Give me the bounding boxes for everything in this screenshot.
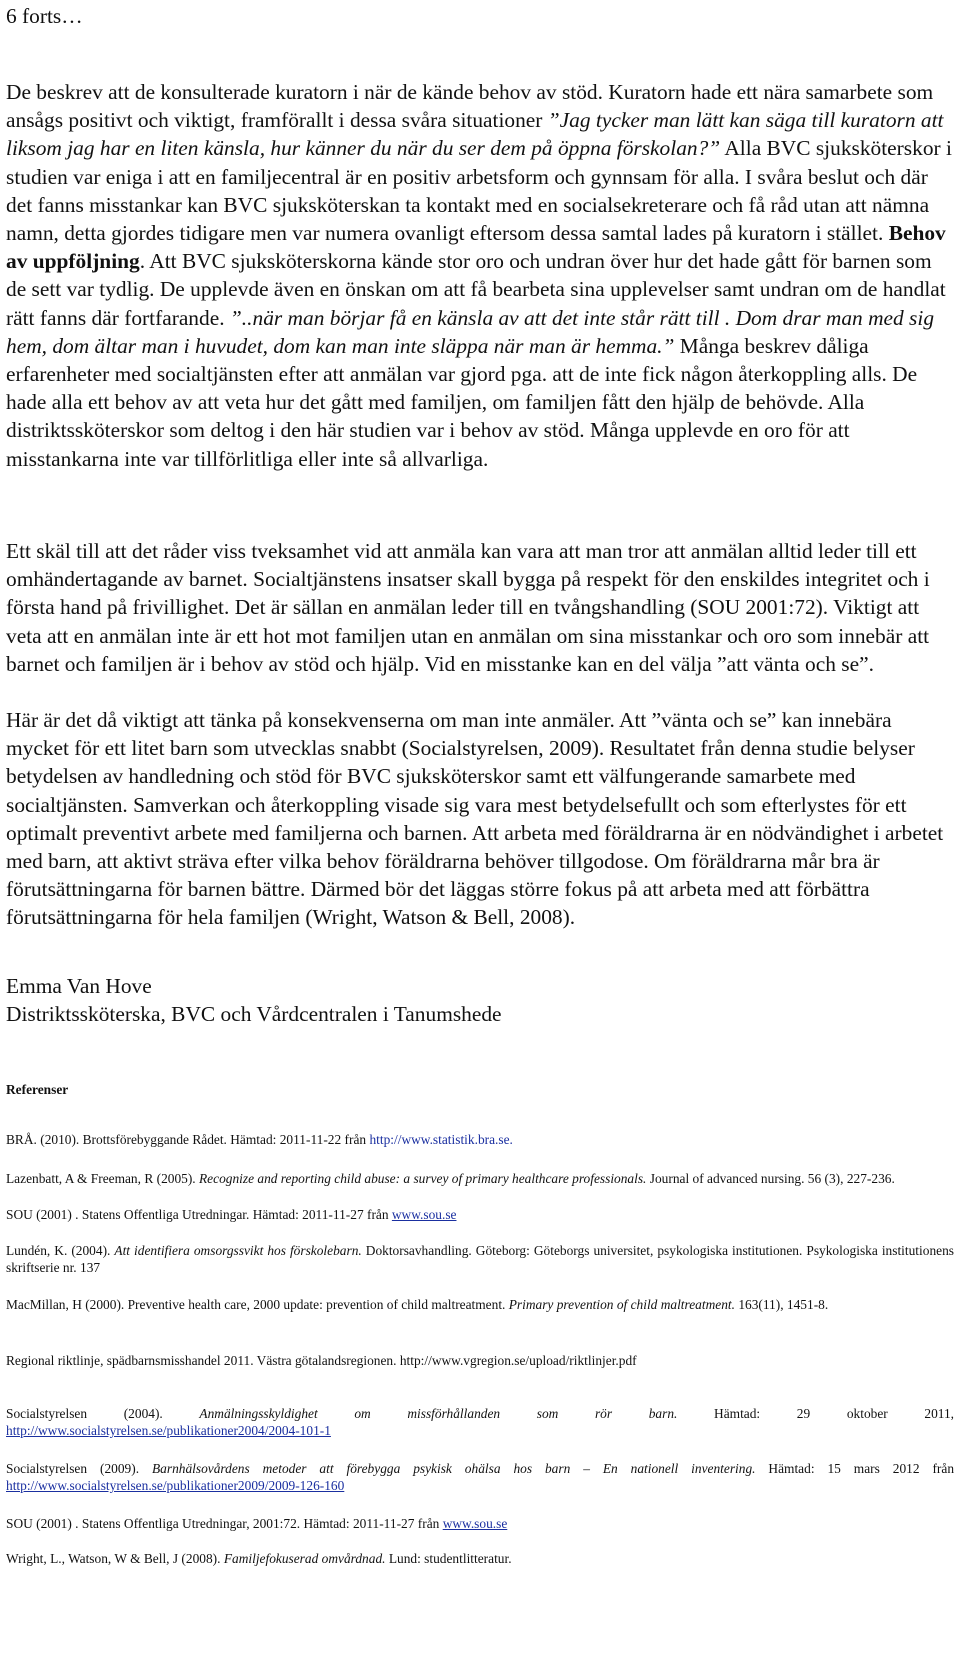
reference-socialstyrelsen-2009-link[interactable]: http://www.socialstyrelsen.se/publikationer2009/2009-126-160 bbox=[6, 1478, 345, 1494]
author-title: Distriktssköterska, BVC och Vårdcentralen i Tanumshede bbox=[6, 1002, 502, 1026]
subheading-behov-av-uppfoljning: Behov av uppföljning bbox=[6, 221, 946, 274]
reference-regional: Regional riktlinje, spädbarnsmisshandel 2011. Västra götalandsregionen. http://www.vgregion.se/upload/riktlinjer.pdf bbox=[6, 1353, 637, 1368]
reference-lunden: Lundén, K. (2004). Att identifiera omsorgssvikt hos förskolebarn. Doktorsavhandling. Göteborg: Göteborgs universitet, psykologiska institutionen. Psykologiska institutionens skriftserie nr. 137 bbox=[6, 1243, 954, 1276]
reference-socialstyrelsen-2004-link[interactable]: http://www.socialstyrelsen.se/publikationer2004/2004-101-1 bbox=[6, 1423, 331, 1439]
reference-socialstyrelsen-2004 bbox=[6, 1405, 954, 1439]
reference-sou-1-link[interactable]: www.sou.se bbox=[391, 1207, 457, 1222]
continuation-heading: 6 forts… bbox=[6, 4, 83, 28]
reference-socialstyrelsen-2009: Socialstyrelsen (2009). Barnhälsovårdens metoder att förebygga psykisk ohälsa hos barn – En nationell inventering. Hämtad: 15 mars 2012 från http://www.socialstyrelsen.se/publikationer2009/2009-126-160 bbox=[6, 1461, 955, 1494]
findings-text-2: Alla BVC sjuksköterskor i studien var eniga i att en familjecentral är en positiv arbetsform och gynnsam för alla. I svåra beslut och där det fanns misstankar kan BVC sjuksköterskan ta kontakt med en socialsekreterare och få råd utan att nämna namn, detta gjordes tidigare men var numera ovanligt eftersom dessa samtal lades på kuratorn i stället. bbox=[6, 136, 952, 246]
reference-lazenbatt: Lazenbatt, A & Freeman, R (2005). Recognize and reporting child abuse: a survey of primary healthcare professionals. Journal of advanced nursing. 56 (3), 227-236. bbox=[6, 1171, 895, 1186]
reference-macmillan: MacMillan, H (2000). Preventive health care, 2000 update: prevention of child maltreatment. Primary prevention of child maltreatment. 163(11), 1451-8. bbox=[6, 1297, 829, 1312]
paragraph-discussion-2: Här är det då viktigt att tänka på konsekvenserna om man inte anmäler. Att ”vänta och se” kan innebära mycket för ett litet barn som utvecklas snabbt (Socialstyrelsen, 2009). Resultatet från denna studie belyser betydelsen av handledning och stöd för BVC sjuksköterskor samt ett välfungerande samarbete med socialtjänsten. Samverkan och återkoppling visade sig vara mest betydelsefullt och som efterlystes för ett optimalt preventivt arbete med familjerna och barnen. Att arbeta med föräldrarna är en nödvändighet i arbetet med barn, att aktivt sträva efter vilka behov föräldrarna behöver tillgodose. Om föräldrarna mår bra är förutsättningarna för barnen bättre. Därmed bör det läggas större fokus på att arbeta med att förbättra förutsättningarna för hela familjen (Wright, Watson & Bell, 2008). bbox=[6, 708, 944, 930]
author-name: Emma Van Hove bbox=[6, 974, 152, 998]
reference-sou-1: SOU (2001) . Statens Offentliga Utredningar. Hämtad: 2011-11-27 från www.sou.se bbox=[6, 1207, 457, 1222]
quote-kansla: ”..när man börjar få en känsla av att det inte står rätt till . Dom drar man med sig hem, dom ältar man i huvudet, dom kan man inte släppa när man är hemma.” bbox=[6, 305, 935, 358]
reference-bra-link[interactable]: http://www.statistik.bra.se. bbox=[369, 1132, 513, 1147]
paragraph-findings bbox=[6, 78, 954, 473]
reference-bra: BRÅ. (2010). Brottsförebyggande Rådet. Hämtad: 2011-11-22 från http://www.statistik.bra.se. bbox=[6, 1132, 513, 1147]
references-heading: Referenser bbox=[6, 1082, 69, 1097]
findings-text-1: De beskrev att de konsulterade kuratorn i när de kände behov av stöd. Kuratorn hade ett nära samarbete som ansågs positivt och viktigt, framförallt i dessa svåra situationer bbox=[6, 80, 934, 133]
reference-socialstyrelsen-2004-line: Socialstyrelsen (2004). Anmälningsskyldighet om missförhållanden som rör barn. Hämtad: 29 oktober 2011, bbox=[6, 1406, 955, 1421]
reference-wright: Wright, L., Watson, W & Bell, J (2008). Familjefokuserad omvårdnad. Lund: studentlitteratur. bbox=[6, 1551, 512, 1566]
findings-text-4: Många beskrev dåliga erfarenheter med socialtjänsten efter att anmälan var gjord pga. att de inte fick någon återkoppling alls. De hade alla ett behov av att veta hur det gått med familjen, om familjen fått den hjälp de behövde. Alla distriktssköterskor som deltog i den här studien var i behov av stöd. Många upplevde en oro för att misstankarna inte var tillförlitliga eller inte så allvarliga. bbox=[6, 333, 918, 471]
reference-sou-2: SOU (2001) . Statens Offentliga Utredningar, 2001:72. Hämtad: 2011-11-27 från www.sou.se bbox=[6, 1516, 508, 1531]
quote-kurator: ”Jag tycker man lätt kan säga till kuratorn att liksom jag har en liten känsla, hur känner du när du ser dem på öppna förskolan?” bbox=[6, 108, 944, 161]
reference-sou-2-link[interactable]: www.sou.se bbox=[442, 1516, 508, 1531]
paragraph-discussion-1: Ett skäl till att det råder viss tveksamhet vid att anmäla kan vara att man tror att anmälan alltid leder till ett omhändertagande av barnet. Socialtjänstens insatser skall bygga på respekt för den enskildes integritet och i första hand på frivillighet. Det är sällan en anmälan leder till en tvångshandling (SOU 2001:72). Viktigt att veta att en anmälan inte är ett hot mot familjen utan en anmälan om sina misstankar och oro som innebär att barnet och familjen är i behov av stöd och hjälp. Vid en misstanke kan en del välja ”att vänta och se”. bbox=[6, 539, 930, 676]
findings-text-3: . Att BVC sjuksköterskorna kände stor oro och undran över hur det hade gått för barnen som de sett var tydlig. De upplevde även en önskan om att få bearbeta sina upplevelser samt undran om de handlat rätt fanns där fortfarande. bbox=[6, 249, 946, 330]
